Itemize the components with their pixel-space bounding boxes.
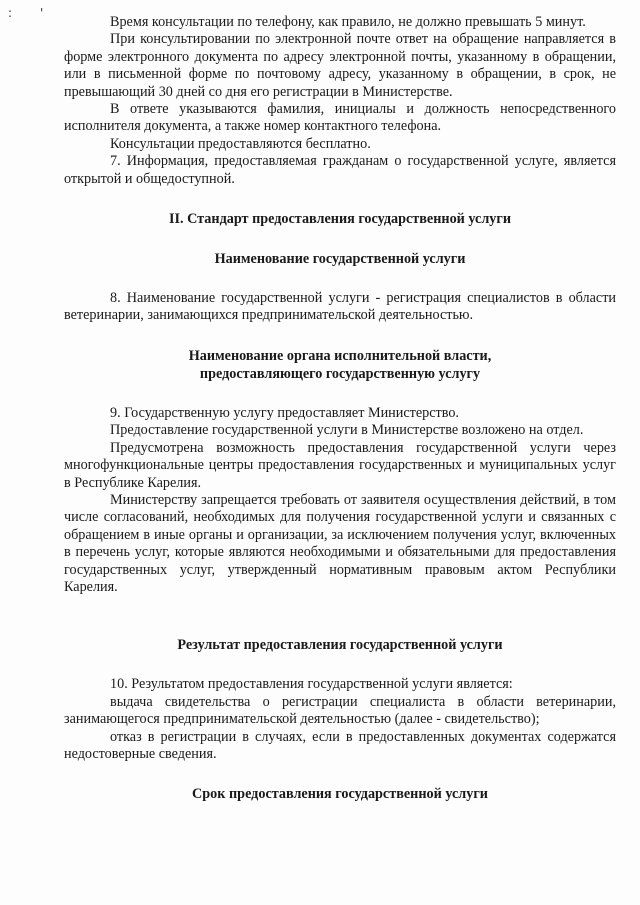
heading-result: Результат предоставления государственной услуги — [177, 637, 503, 654]
paragraph-department: Предоставление государственной услуги в Министерстве возложено на отдел. — [110, 422, 584, 439]
paragraph-ministry-provides: 9. Государственную услугу предоставляет Министерство. — [110, 404, 459, 421]
paragraph-info-open: 7. Информация, предоставляемая гражданам о государственной услуге, является открытой и общедоступной. — [64, 153, 616, 187]
paragraph-mfc: Предусмотрена возможность предоставления государственной услуги через многофункциональные центры предоставления государственных и муниципальных услуг в Республике Карелия. — [64, 439, 616, 491]
paragraph-result-refusal: отказ в регистрации в случаях, если в предоставленных документах содержатся недостоверные сведения. — [64, 728, 616, 762]
heading-authority-line1: Наименование органа исполнительной власти, — [188, 347, 492, 364]
heading-service-name: Наименование государственной услуги — [214, 251, 466, 268]
paragraph-email-consultation: При консультировании по электронной почте ответ на обращение направляется в форме электронного документа по адресу электронной почты, указанному в обращении, или в письменной форме по почтовому адресу, указанному в обращении, в срок, не превышающий 30 дней со дня его регистрации в Министерстве. — [64, 31, 616, 100]
scan-edge-mark-left: : — [8, 6, 13, 20]
consultation-section — [64, 14, 616, 188]
scan-edge-mark-right: ' — [40, 6, 44, 20]
paragraph-result-intro: 10. Результатом предоставления государственной услуги является: — [110, 676, 513, 693]
paragraph-free-consultation: Консультации предоставляются бесплатно. — [110, 135, 371, 152]
section-title-standard: II. Стандарт предоставления государственной услуги — [168, 211, 512, 228]
paragraph-result-issue: выдача свидетельства о регистрации специалиста в области ветеринарии, занимающегося предпринимательской деятельностью (далее - свидетельство); — [64, 693, 616, 728]
document-body — [64, 14, 616, 803]
heading-authority-line2: предоставляющего государственную услугу — [199, 365, 481, 382]
paragraph-service-name: 8. Наименование государственной услуги - регистрация специалистов в области ветеринарии, занимающихся предпринимательской деятельностью. — [64, 290, 616, 324]
heading-term: Срок предоставления государственной услуги — [192, 786, 488, 803]
paragraph-phone-time: Время консультации по телефону, как правило, не должно превышать 5 минут. — [110, 14, 586, 30]
paragraph-prohibition: Министерству запрещается требовать от заявителя осуществления действий, в том числе согласований, необходимых для получения государственной услуги и связанных с обращением в иные органы и организации, за исключением получения услуг, включенных в перечень услуг, которые являются необходимыми и обязательными для предоставления государственных услуг, утвержденный нормативным правовым актом Республики Карелия. — [64, 491, 616, 595]
paragraph-response-details: В ответе указываются фамилия, инициалы и должность непосредственного исполнителя документа, а также номер контактного телефона. — [64, 101, 616, 135]
